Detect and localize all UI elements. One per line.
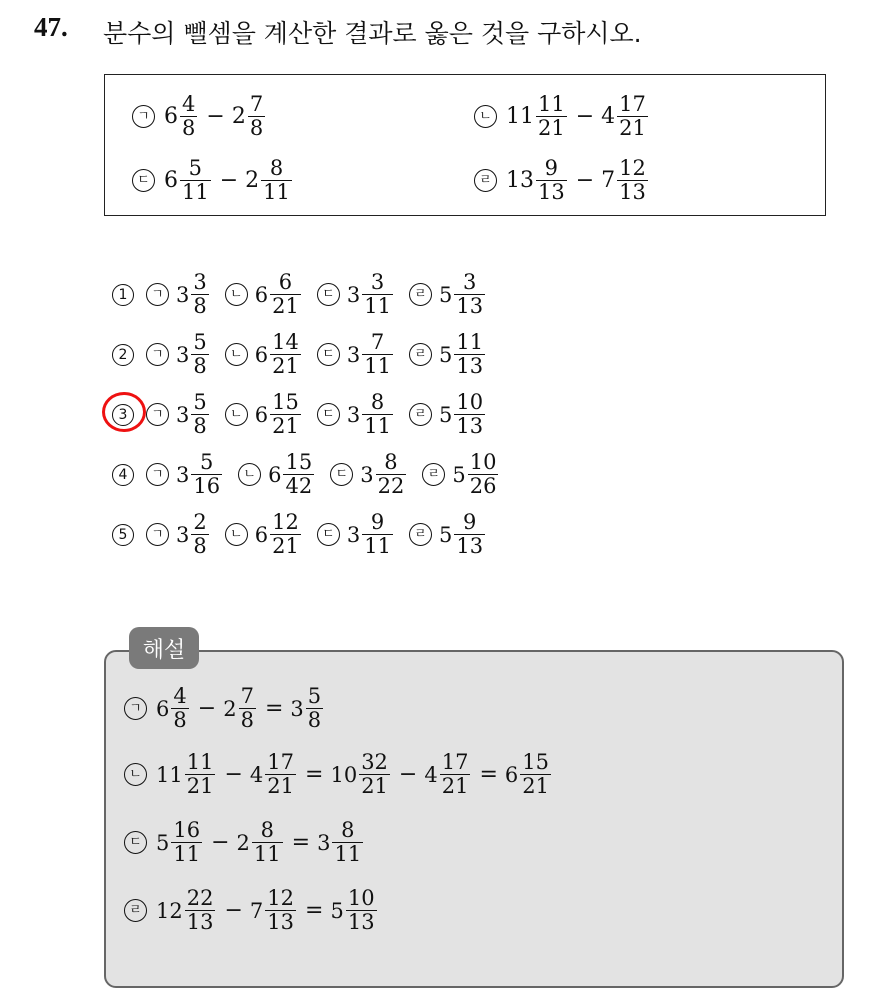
mark-icon: ㄴ: [225, 283, 248, 306]
mark-icon: ㄷ: [317, 403, 340, 426]
denominator: 8: [193, 354, 207, 378]
minus-operator: −: [398, 762, 418, 787]
numerator: 6: [278, 270, 293, 294]
whole: 6: [164, 104, 178, 129]
whole: 2: [245, 168, 260, 193]
numerator: 9: [370, 510, 385, 534]
mark-icon: ㄴ: [225, 403, 248, 426]
mixed-number: [245, 158, 294, 203]
equals-operator: =: [291, 830, 311, 855]
whole: 2: [236, 830, 250, 855]
choice-1[interactable]: [112, 272, 487, 317]
mixed-number: [156, 888, 217, 933]
whole: 4: [601, 104, 616, 129]
mixed-number: [255, 272, 303, 317]
denominator: 13: [456, 354, 484, 378]
denominator: 21: [186, 774, 214, 798]
numerator: 8: [341, 818, 355, 842]
whole: 6: [164, 168, 178, 193]
fraction: [191, 332, 208, 377]
solution-line: [124, 752, 553, 797]
choice-number-icon: 2: [112, 344, 134, 366]
whole: 12: [156, 898, 183, 923]
mark-icon: ㄴ: [474, 105, 497, 128]
denominator: 13: [267, 910, 295, 934]
mixed-number: [250, 752, 298, 797]
problem-c: [132, 158, 294, 203]
numerator: 4: [173, 684, 187, 708]
denominator: 21: [272, 414, 299, 438]
equals-operator: =: [305, 762, 324, 787]
mixed-number: [232, 94, 267, 139]
numerator: 8: [384, 450, 398, 474]
solution-line: [124, 820, 365, 865]
whole: 3: [290, 696, 304, 721]
choice-2[interactable]: [112, 332, 487, 377]
fraction: [468, 452, 499, 497]
numerator: 3: [463, 270, 477, 294]
numerator: 17: [441, 750, 469, 774]
mixed-number: [347, 512, 395, 557]
question-text: 분수의 뺄셈을 계산한 결과로 옳은 것을 구하시오.: [103, 19, 642, 48]
numerator: 10: [456, 390, 484, 414]
fraction: [171, 820, 202, 865]
fraction: [191, 272, 208, 317]
denominator: 21: [267, 774, 295, 798]
whole: 5: [330, 898, 344, 923]
denominator: 13: [456, 294, 484, 318]
denominator: 8: [193, 534, 207, 558]
numerator: 17: [619, 92, 646, 116]
denominator: 21: [441, 774, 469, 798]
choice-4[interactable]: [112, 452, 500, 497]
denominator: 8: [182, 116, 196, 140]
minus-operator: −: [206, 104, 225, 129]
mixed-number: [255, 392, 303, 437]
numerator: 11: [538, 92, 565, 116]
denominator: 11: [364, 534, 391, 558]
mixed-number: [439, 512, 487, 557]
mixed-number: [347, 332, 395, 377]
fraction: [252, 820, 283, 865]
numerator: 15: [522, 750, 550, 774]
denominator: 13: [347, 910, 375, 934]
whole: 6: [268, 462, 282, 487]
equals-operator: =: [479, 762, 498, 787]
whole: 4: [249, 762, 264, 787]
fraction: [248, 94, 265, 139]
denominator: 8: [193, 294, 207, 318]
denominator: 8: [249, 116, 264, 140]
fraction: [191, 392, 208, 437]
whole: 11: [506, 104, 534, 129]
fraction: [454, 392, 485, 437]
mixed-number: [601, 94, 650, 139]
equals-operator: =: [264, 696, 284, 721]
whole: 5: [438, 282, 453, 307]
whole: 2: [231, 104, 246, 129]
mixed-number: [176, 452, 224, 497]
mark-icon: ㄱ: [146, 403, 169, 426]
numerator: 11: [186, 750, 214, 774]
whole: 3: [176, 402, 190, 427]
mixed-number: [439, 392, 487, 437]
mark-icon: ㄷ: [317, 523, 340, 546]
denominator: 13: [186, 910, 214, 934]
selected-answer-circle: [102, 392, 146, 432]
fraction: [332, 820, 363, 865]
numerator: 17: [267, 750, 295, 774]
solution-label: 해설: [129, 627, 199, 669]
whole: 3: [176, 342, 190, 367]
whole: 3: [317, 830, 331, 855]
mixed-number: [176, 272, 211, 317]
mark-icon: ㄹ: [124, 899, 147, 922]
denominator: 13: [619, 180, 646, 204]
numerator: 3: [370, 270, 385, 294]
fraction: [270, 392, 301, 437]
fraction: [185, 752, 216, 797]
mark-icon: ㄱ: [146, 463, 169, 486]
fraction: [362, 392, 393, 437]
fraction: [617, 94, 648, 139]
whole: 3: [360, 462, 374, 487]
mark-icon: ㄹ: [409, 343, 432, 366]
denominator: 11: [364, 354, 391, 378]
mixed-number: [330, 888, 378, 933]
fraction: [536, 94, 567, 139]
denominator: 21: [522, 774, 550, 798]
denominator: 21: [619, 116, 646, 140]
whole: 6: [254, 282, 269, 307]
fraction: [283, 452, 314, 497]
fraction: [270, 332, 301, 377]
mark-icon: ㄱ: [146, 283, 169, 306]
minus-operator: −: [575, 168, 595, 193]
mixed-number: [156, 686, 191, 731]
mixed-number: [176, 512, 211, 557]
whole: 3: [176, 282, 190, 307]
mark-icon: ㄱ: [146, 343, 169, 366]
mark-icon: ㄹ: [409, 523, 432, 546]
numerator: 5: [307, 684, 322, 708]
numerator: 12: [619, 156, 646, 180]
whole: 3: [346, 402, 361, 427]
whole: 2: [223, 696, 237, 721]
numerator: 9: [463, 510, 477, 534]
numerator: 7: [240, 684, 254, 708]
numerator: 22: [186, 886, 214, 910]
fraction: [520, 752, 551, 797]
fraction: [376, 452, 407, 497]
mixed-number: [424, 752, 472, 797]
fraction: [536, 158, 567, 203]
mark-icon: ㄴ: [124, 763, 147, 786]
whole: 3: [176, 522, 190, 547]
numerator: 7: [249, 92, 264, 116]
whole: 3: [346, 522, 361, 547]
mixed-number: [156, 752, 217, 797]
mixed-number: [439, 272, 487, 317]
minus-operator: −: [219, 168, 239, 193]
numerator: 2: [193, 510, 207, 534]
numerator: 10: [469, 450, 497, 474]
mark-icon: ㄱ: [124, 697, 147, 720]
whole: 7: [249, 898, 264, 923]
denominator: 16: [193, 474, 221, 498]
choice-number-icon: 5: [112, 524, 134, 546]
mixed-number: [156, 820, 204, 865]
fraction: [261, 158, 292, 203]
mark-icon: ㄹ: [409, 283, 432, 306]
fraction: [185, 888, 216, 933]
fraction: [362, 272, 393, 317]
mark-icon: ㄱ: [132, 105, 155, 128]
numerator: 12: [267, 886, 295, 910]
denominator: 21: [272, 354, 299, 378]
mixed-number: [347, 392, 395, 437]
denominator: 21: [272, 534, 299, 558]
mixed-number: [250, 888, 298, 933]
choice-5[interactable]: [112, 512, 487, 557]
numerator: 9: [544, 156, 559, 180]
whole: 6: [156, 696, 170, 721]
solution-line: [124, 888, 379, 933]
numerator: 5: [188, 156, 203, 180]
numerator: 16: [173, 818, 201, 842]
mixed-number: [255, 512, 303, 557]
fraction: [180, 94, 197, 139]
mixed-number: [164, 94, 199, 139]
denominator: 8: [307, 708, 322, 732]
mark-icon: ㄷ: [132, 169, 155, 192]
denominator: 42: [285, 474, 313, 498]
mark-icon: ㄹ: [474, 169, 497, 192]
mark-icon: ㄹ: [409, 403, 432, 426]
numerator: 4: [182, 92, 196, 116]
fraction: [440, 752, 471, 797]
mark-icon: ㄷ: [124, 831, 147, 854]
mixed-number: [360, 452, 408, 497]
denominator: 26: [469, 474, 497, 498]
denominator: 11: [364, 294, 391, 318]
fraction: [265, 888, 296, 933]
problem-a: [132, 94, 267, 139]
whole: 5: [438, 342, 453, 367]
whole: 5: [156, 830, 170, 855]
fraction: [454, 272, 485, 317]
mixed-number: [176, 392, 211, 437]
denominator: 11: [334, 842, 362, 866]
numerator: 8: [370, 390, 385, 414]
denominator: 13: [456, 414, 484, 438]
choice-3[interactable]: [112, 392, 487, 437]
numerator: 5: [193, 330, 207, 354]
fraction: [191, 452, 222, 497]
numerator: 3: [193, 270, 207, 294]
fraction: [362, 512, 393, 557]
mixed-number: [505, 752, 553, 797]
mixed-number: [290, 686, 325, 731]
mark-icon: ㄴ: [225, 523, 248, 546]
whole: 3: [346, 342, 361, 367]
mixed-number: [506, 94, 569, 139]
numerator: 14: [272, 330, 299, 354]
fraction: [239, 686, 256, 731]
denominator: 11: [173, 842, 201, 866]
denominator: 21: [361, 774, 388, 798]
mark-icon: ㄷ: [317, 283, 340, 306]
mark-icon: ㄷ: [317, 343, 340, 366]
whole: 6: [254, 402, 269, 427]
numerator: 12: [272, 510, 299, 534]
whole: 10: [330, 762, 358, 787]
fraction: [362, 332, 393, 377]
mixed-number: [347, 272, 395, 317]
whole: 13: [506, 168, 534, 193]
mark-icon: ㄹ: [422, 463, 445, 486]
denominator: 21: [538, 116, 565, 140]
equals-operator: =: [305, 898, 324, 923]
denominator: 8: [240, 708, 254, 732]
numerator: 8: [269, 156, 284, 180]
question-number: 47.: [34, 12, 68, 42]
numerator: 15: [272, 390, 299, 414]
mixed-number: [330, 752, 391, 797]
denominator: 11: [364, 414, 391, 438]
numerator: 8: [260, 818, 274, 842]
numerator: 10: [347, 886, 375, 910]
numerator: 5: [193, 390, 207, 414]
mixed-number: [223, 686, 258, 731]
mark-icon: ㄷ: [330, 463, 353, 486]
fraction: [270, 272, 301, 317]
whole: 6: [254, 342, 269, 367]
mixed-number: [452, 452, 500, 497]
fraction: [306, 686, 323, 731]
mixed-number: [439, 332, 487, 377]
whole: 5: [438, 522, 453, 547]
fraction: [191, 512, 208, 557]
denominator: 13: [456, 534, 484, 558]
fraction: [454, 512, 485, 557]
whole: 6: [504, 762, 519, 787]
denominator: 22: [377, 474, 405, 498]
numerator: 15: [285, 450, 313, 474]
denominator: 8: [193, 414, 207, 438]
solution-line: [124, 686, 325, 731]
denominator: 13: [538, 180, 565, 204]
mixed-number: [317, 820, 365, 865]
mixed-number: [268, 452, 316, 497]
whole: 5: [438, 402, 453, 427]
mixed-number: [506, 158, 569, 203]
whole: 3: [346, 282, 361, 307]
minus-operator: −: [224, 898, 243, 923]
minus-operator: −: [575, 104, 595, 129]
whole: 3: [176, 462, 190, 487]
numerator: 32: [361, 750, 388, 774]
mixed-number: [176, 332, 211, 377]
choice-number-icon: 3: [112, 404, 134, 426]
mark-icon: ㄴ: [225, 343, 248, 366]
choice-number-icon: 4: [112, 464, 134, 486]
mixed-number: [164, 158, 213, 203]
fraction: [617, 158, 648, 203]
whole: 11: [156, 762, 183, 787]
numerator: 11: [456, 330, 484, 354]
minus-operator: −: [211, 830, 230, 855]
choice-number-icon: 1: [112, 284, 134, 306]
whole: 5: [452, 462, 466, 487]
mixed-number: [601, 158, 650, 203]
problem-d: [474, 158, 650, 203]
denominator: 11: [263, 180, 290, 204]
problem-b: [474, 94, 650, 139]
whole: 7: [601, 168, 616, 193]
denominator: 21: [272, 294, 299, 318]
fraction: [359, 752, 390, 797]
fraction: [454, 332, 485, 377]
numerator: 7: [370, 330, 385, 354]
fraction: [171, 686, 188, 731]
mark-icon: ㄱ: [146, 523, 169, 546]
minus-operator: −: [197, 696, 217, 721]
denominator: 11: [253, 842, 281, 866]
fraction: [270, 512, 301, 557]
fraction: [180, 158, 211, 203]
fraction: [346, 888, 377, 933]
mixed-number: [255, 332, 303, 377]
minus-operator: −: [224, 762, 243, 787]
numerator: 5: [200, 450, 214, 474]
whole: 4: [424, 762, 438, 787]
denominator: 8: [173, 708, 187, 732]
fraction: [265, 752, 296, 797]
whole: 6: [254, 522, 269, 547]
denominator: 11: [182, 180, 209, 204]
mark-icon: ㄴ: [238, 463, 261, 486]
mixed-number: [237, 820, 285, 865]
